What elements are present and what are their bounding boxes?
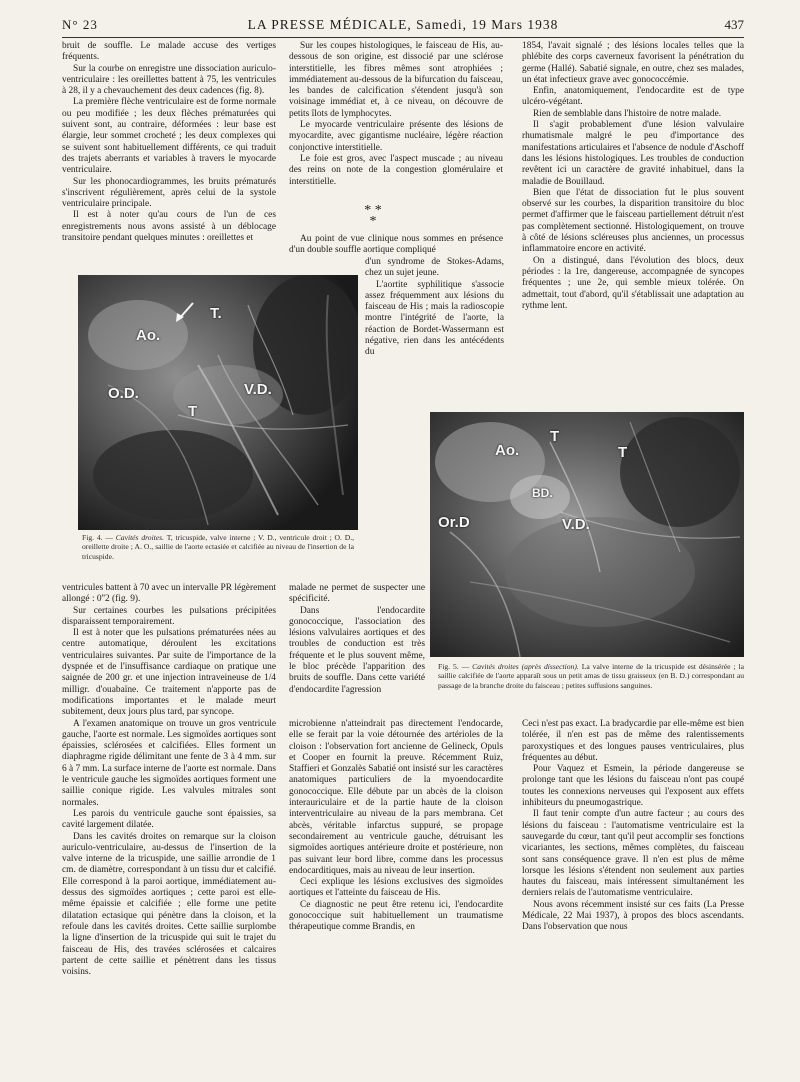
- column-1-bottom: [62, 583, 276, 1081]
- paragraph: Il est à noter qu'au cours de l'un de ces enregistrements nous avons assisté à un déblocage transitoire pendant quelques minutes : oreillettes et: [62, 210, 276, 244]
- issue-number: N° 23: [62, 17, 98, 32]
- column-1-top: [62, 41, 276, 269]
- figure-4-caption: [82, 533, 354, 563]
- figure-label: V.D.: [244, 381, 272, 398]
- caption-text: La valve interne de la tricuspide est désinsérée ; la saillie calcifiée de l'aorte apparaît sous un petit amas de tissu graisseux (en B. D.) correspondant au passage de la branche droite du faisceau ; petites suffusions sanguines.: [438, 662, 744, 690]
- paragraph: Dans les cavités droites on remarque sur la cloison auriculo-ventriculaire, au-dessus de l'insertion de la valve interne de la tricuspide, une saillie arrondie de 1 cm. de diamètre, correspondant à un tissu dur et calcifié. Elle correspond à la paroi aortique, immédiatement au-dessus des sigmoïdes aortiques ; cette paroi est elle-même épaissie et calcifiée ; elle forme une petite dilatation ectasique qui pénètre dans la cloison, et la refoule dans les cavités droites. Cette saillie surplombe la ligne d'insertion de la tricuspide qui suit le trajet du faisceau de His, des travées sclérosées et calcaires partent de cette saillie et pénètrent dans les tissus voisins.: [62, 831, 276, 978]
- paragraph: Il faut tenir compte d'un autre facteur ; au cours des lésions du faisceau : l'automatisme ventriculaire est la sauvegarde du cœur, tant qu'il peut accomplir ses fonctions vicariantes, les sections, mêmes complètes, du faisceau sont sans conséquence grave. Il n'en est plus de même lorsque les lésions s'étendent non seulement aux parties hautes du faisceau, mais intéressent simultanément les derniers relais de l'automatisme ventriculaire.: [522, 809, 744, 899]
- paragraph: Le myocarde ventriculaire présente des lésions de myocardite, avec gigantisme nucléaire, légère réaction conjonctive interstitielle.: [289, 120, 503, 153]
- column-3-bottom: [522, 719, 744, 1081]
- figure-label: T.: [210, 305, 222, 322]
- paragraph: Ceci explique les lésions exclusives des sigmoïdes aortiques et l'atteinte du faisceau de His.: [289, 877, 503, 899]
- column-2-narrow: [365, 257, 504, 389]
- figure-label: Ao.: [495, 442, 520, 459]
- column-2-bottom-narrow: [289, 583, 425, 719]
- section-separator: * * *: [364, 203, 382, 229]
- caption-ref: Fig. 4. —: [82, 533, 113, 542]
- page-header: [62, 17, 744, 35]
- column-2-bottom-wide: [289, 719, 503, 1081]
- header-rule: [62, 37, 744, 38]
- paragraph: malade ne permet de suspecter une spécificité.: [289, 583, 425, 605]
- figure-label: T: [188, 403, 198, 420]
- figure-label: Ao.: [136, 327, 161, 344]
- paragraph: 1854, l'avait signalé ; des lésions locales telles que la phlébite des corps caverneux favorisent la pénétration du germe (Hallé). Sabatié signale, en outre, chez ses malades, un état infectieux grave avec gonococcémie.: [522, 41, 744, 85]
- paragraph: Bien que l'état de dissociation fut le plus souvent observé sur les courbes, la disparition transitoire du bloc permet d'affirmer que le faisceau partiellement détruit n'est pas complètement sectionné. Histologiquement, on trouve à côté de lésions scléreuses plus anciennes, un processus inflammatoire encore en activité.: [522, 187, 744, 255]
- paragraph: Ceci n'est pas exact. La bradycardie par elle-même est bien tolérée, il n'en est pas de même des ralentissements paroxystiques et des longues pauses ventriculaires, plus fréquentes au début.: [522, 719, 744, 763]
- figure-label: O.D.: [108, 385, 139, 402]
- paragraph: Les parois du ventricule gauche sont épaissies, sa cavité largement dilatée.: [62, 808, 276, 831]
- figure-label: BD.: [532, 486, 553, 500]
- column-2-top: [289, 41, 503, 193]
- paragraph: ventricules battent à 70 avec un intervalle PR légèrement allongé : 0''2 (fig. 9).: [62, 583, 276, 605]
- paragraph: On a distingué, dans l'évolution des blocs, deux périodes : la 1re, dangereuse, accompagnée de syncopes fréquentes ; une 2e, qui semble mieux tolérée. On admettait, tout d'abord, qu'il s'établissait une adaptation au rythme lent.: [522, 255, 744, 311]
- figure-4-photo: [78, 275, 358, 530]
- figure-5-caption: [438, 662, 744, 702]
- paragraph: Ce diagnostic ne peut être retenu ici, l'endocardite gonococcique suit habituellement un traumatisme thérapeutique comme Brandis, en: [289, 899, 503, 933]
- figure-label: T: [618, 444, 628, 461]
- paragraph: Sur la courbe on enregistre une dissociation auriculo-ventriculaire : les oreillettes battent à 75, les ventricules à 28, il y a chevauchement des deux cadences (fig. 8).: [62, 63, 276, 97]
- paragraph: A l'examen anatomique on trouve un gros ventricule gauche, l'aorte est normale. Les sigmoïdes aortiques sont épaissies, sclérosées et calcifiées. Elles forment un diaphragme rigide délimitant une fente de 3 à 4 mm. sur 6 à 7 mm. La surface interne de l'aorte est normale. Dans le ventricule gauche les sigmoïdes aortiques forment une saillie conique rigide. Les valvules mitrales sont normales.: [62, 718, 276, 808]
- masthead: LA PRESSE MÉDICALE, Samedi, 19 Mars 1938: [247, 17, 559, 32]
- paragraph: Enfin, anatomiquement, l'endocardite est de type ulcéro-végétant.: [522, 86, 744, 108]
- figure-label: T: [550, 428, 560, 445]
- caption-title: Cavités droites.: [115, 533, 165, 542]
- paragraph: microbienne n'atteindrait pas directement l'endocarde, elle se ferait par la voie détournée des artérioles de la cloison : l'observation fort ancienne de Gelineck, Opuls et Cooper en fournit la preuve. Récemment Ruiz, Staffieri et Gonzalès Sabatié ont insisté sur les caractères anatomiques particuliers de la myoendocardite gonococcique. Elle débute par un abcès de la cloison interauriculaire et de la partie haute de la cloison interventriculaire au niveau de la pars membrana. Cet abcès, véritable infarctus suppuré, se propage secondairement au ventricule gauche, détruisant les sigmoïdes aortiques antérieure droite et postérieure, non pas suivant leur bord libre, comme dans les processus endocarditiques, mais au niveau de leur insertion.: [289, 719, 503, 876]
- page-number: 437: [724, 17, 744, 32]
- paragraph: Sur certaines courbes les pulsations précipitées disparaissent temporairement.: [62, 605, 276, 627]
- paragraph: Dans l'endocardite gonococcique, l'association des lésions valvulaires aortiques et des troubles de conduction est très fréquente et le plus souvent même, le bloc précède l'apparition des bruits de souffle. Dans cette variété d'endocardite l'agression: [289, 605, 425, 695]
- paragraph: Il s'agit probablement d'une lésion valvulaire rhumatismale malgré le peu d'importance des manifestations articulaires et l'absence de nodule d'Aschoff dans les lésions histologiques. Les troubles de conduction revêtent ici un caractère de gravité inhabituel, dans la maladie de Bouillaud.: [522, 120, 744, 187]
- column-3-top: [522, 41, 744, 364]
- figure-label: Or.D: [438, 514, 470, 531]
- paragraph: Sur les coupes histologiques, le faisceau de His, au-dessous de son origine, est dissocié par une sclérose interstitielle, les fibres mêmes sont atrophiées ; immédiatement au-dessous de la bifurcation du faisceau, les bandes de calcification s'étendent jusqu'à son voisinage immédiat et, à ce niveau, on découvre de petits îlots de lymphocytes.: [289, 41, 503, 119]
- paragraph: Nous avons récemment insisté sur ces faits (La Presse Médicale, 22 Mai 1937), à propos des blocs ascendants. Dans l'observation que nous: [522, 899, 744, 933]
- paragraph: Le foie est gros, avec l'aspect muscade ; au niveau des reins on note de la congestion glomérulaire et interstitielle.: [289, 153, 503, 187]
- paragraph: Au point de vue clinique nous sommes en présence d'un double souffle aortique compliqué: [289, 234, 503, 256]
- paragraph: bruit de souffle. Le malade accuse des vertiges fréquents.: [62, 41, 276, 63]
- paragraph: La première flèche ventriculaire est de forme normale ou peu modifiée ; les deux flèches prématurées qui suivent sont, au contraire, déformées : leur base est élargie, leur sommet crocheté ; les deux complexes qui se suivent sont habituellement différents, ce qui traduit des trajets aberrants et variables à travers le myocarde ventriculaire.: [62, 97, 276, 176]
- paragraph: L'aortite syphilitique s'associe assez fréquemment aux lésions du faisceau de His ; mais la radioscopie montre l'intégrité de l'aorte, la réaction de Bordet-Wassermann est négative, rien dans les antécédents du: [365, 279, 504, 358]
- paragraph: Sur les phonocardiogrammes, les bruits prématurés s'inscrivent régulièrement, après celui de la systole ventriculaire principale.: [62, 176, 276, 210]
- column-2-clinical-intro: [289, 234, 503, 258]
- paragraph: Pour Vaquez et Esmein, la période dangereuse se prolonge tant que les lésions du faisceau n'ont pas coupé toutes les connexions nerveuses qui l'exposent aux effets inhibiteurs du pneumogastrique.: [522, 764, 744, 809]
- paragraph: d'un syndrome de Stokes-Adams, chez un sujet jeune.: [365, 257, 504, 279]
- figure-5-photo: [430, 412, 744, 657]
- paragraph: Rien de semblable dans l'histoire de notre malade.: [533, 108, 722, 119]
- paragraph: Il est à noter que les pulsations prématurées nées au centre automatique, déroulent les excitations ventriculaires suivantes. Par suite de l'importance de la dyspnée et de l'insuffisance cardiaque on pratique une saignée de 200 gr. et une injection intraveineuse de 1/4 milligr. d'ouabaïne. Ce traitement n'apporte pas de modifications importantes et le malade meurt subitement, deux jours plus tard, par syncope.: [62, 628, 276, 718]
- caption-text: T, tricuspide, valve interne ; V. D., ventricule droit ; O. D., oreillette droite ; A. O., saillie de l'aorte ectasiée et calcifiée au niveau de l'insertion de la tricuspide.: [82, 533, 354, 561]
- figure-label: V.D.: [562, 516, 590, 533]
- caption-title: Cavités droites (après dissection).: [472, 662, 579, 671]
- caption-ref: Fig. 5. —: [438, 662, 470, 671]
